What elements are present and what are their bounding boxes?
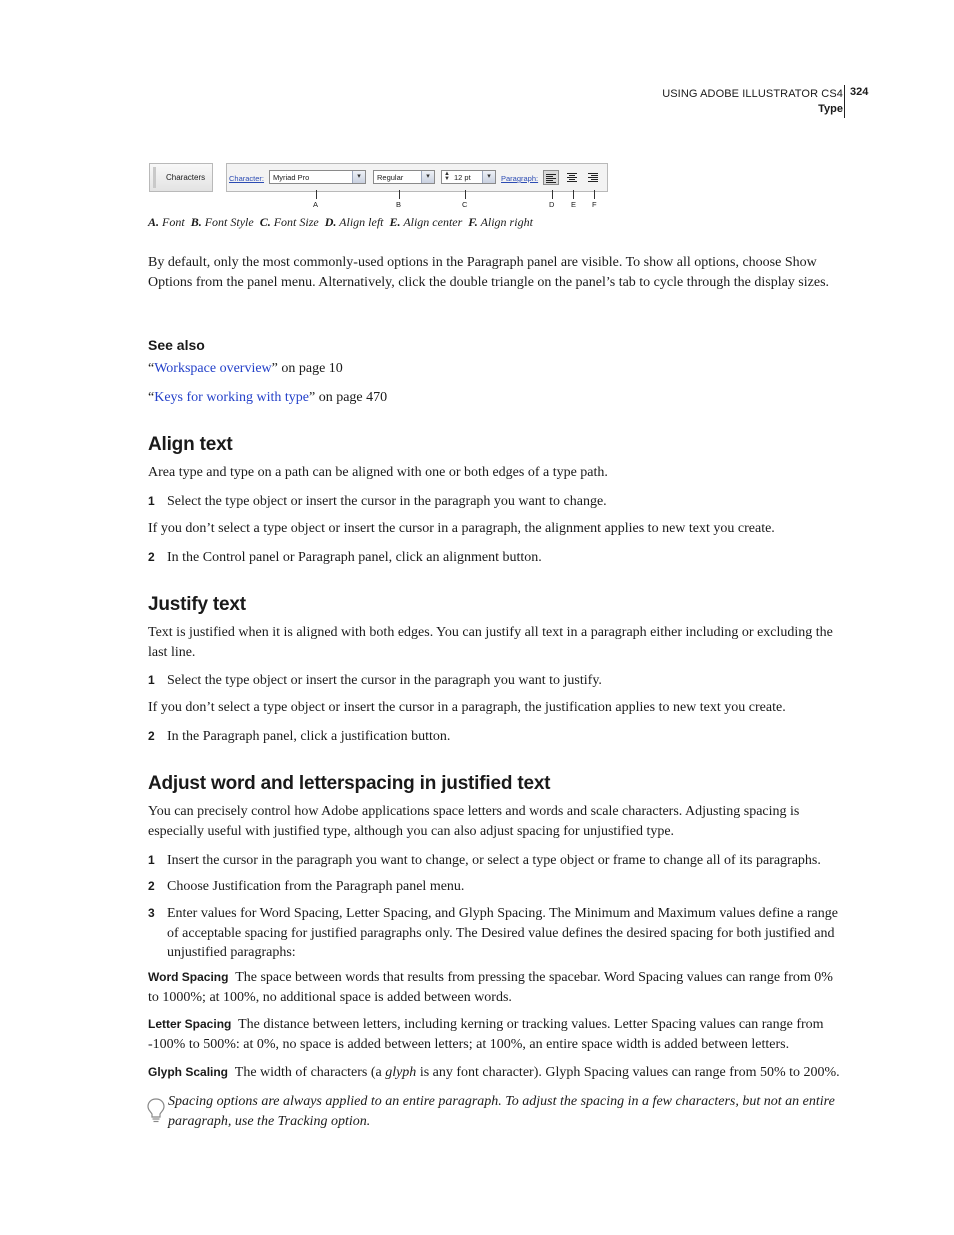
caption-letter: E. bbox=[389, 215, 401, 229]
adjust-spacing-heading: Adjust word and letterspacing in justified text bbox=[148, 773, 551, 794]
figure-caption bbox=[148, 215, 533, 230]
caption-text: Font Style bbox=[204, 215, 254, 229]
callout-line bbox=[316, 190, 317, 199]
panel-grip bbox=[153, 167, 156, 188]
chevron-down-icon[interactable]: ▾ bbox=[482, 171, 495, 183]
definition-word-spacing bbox=[148, 968, 843, 1007]
quote-mark: “ bbox=[148, 361, 155, 376]
step-number: 3 bbox=[148, 906, 155, 920]
characters-button[interactable] bbox=[149, 163, 213, 192]
definition-text: The width of characters (a bbox=[234, 1065, 386, 1080]
step-number: 2 bbox=[148, 879, 155, 893]
caption-letter: A. bbox=[148, 215, 160, 229]
book-title: USING ADOBE ILLUSTRATOR CS4 bbox=[662, 88, 843, 100]
workspace-overview-link[interactable]: Workspace overview bbox=[154, 361, 272, 376]
step-text: Insert the cursor in the paragraph you want to change, or select a type object or frame to change all of its paragraphs. bbox=[167, 853, 821, 868]
see-also-item bbox=[148, 388, 843, 408]
caption-letter: D. bbox=[324, 215, 337, 229]
font-size-field[interactable] bbox=[441, 170, 496, 184]
step-text: Select the type object or insert the cursor in the paragraph you want to justify. bbox=[167, 673, 602, 688]
callout-letter: D bbox=[549, 200, 555, 209]
align-center-button[interactable] bbox=[565, 170, 581, 185]
caption-text: Align right bbox=[480, 215, 533, 229]
step-number: 1 bbox=[148, 673, 155, 687]
chevron-down-icon[interactable]: ▾ bbox=[421, 171, 434, 183]
definition-emphasis: glyph bbox=[385, 1065, 417, 1080]
term-glyph-scaling: Glyph Scaling bbox=[148, 1065, 229, 1079]
definition-glyph-scaling bbox=[148, 1063, 843, 1083]
step-number: 2 bbox=[148, 729, 155, 743]
page-reference: ” on page 470 bbox=[308, 390, 388, 405]
callout-letter: F bbox=[592, 200, 597, 209]
definition-text: is any font character). Glyph Spacing values can range from 50% to 200%. bbox=[416, 1065, 840, 1080]
control-panel-figure bbox=[148, 163, 618, 213]
page-reference: ” on page 10 bbox=[271, 361, 343, 376]
section-title: Type bbox=[818, 103, 843, 115]
step-number: 1 bbox=[148, 853, 155, 867]
callout-letter: C bbox=[462, 200, 468, 209]
callout-letter: E bbox=[571, 200, 577, 209]
character-toolbar bbox=[226, 163, 608, 192]
definition-letter-spacing bbox=[148, 1015, 843, 1054]
step-item bbox=[148, 671, 843, 691]
tip-note: Spacing options are always applied to an entire paragraph. To adjust the spacing in a few characters, but not an entire paragraph, use the Tracking option. bbox=[168, 1094, 835, 1129]
page-number: 324 bbox=[850, 86, 869, 98]
caption-text: Align center bbox=[403, 215, 463, 229]
step-item bbox=[148, 492, 843, 512]
callout-line bbox=[573, 190, 574, 199]
font-size-value: 12 pt bbox=[454, 173, 471, 182]
stepper-arrows-icon[interactable]: ▲ ▼ bbox=[444, 171, 450, 182]
paragraph-link[interactable]: Paragraph: bbox=[501, 174, 539, 183]
step-number: 1 bbox=[148, 494, 155, 508]
character-link[interactable]: Character: bbox=[229, 174, 265, 183]
align-right-button[interactable] bbox=[586, 170, 602, 185]
step-text: Enter values for Word Spacing, Letter Spacing, and Glyph Spacing. The Minimum and Maximum values define a range of acceptable spacing for justified paragraphs only. The Desired value defines the desired spacing for both justified and unjustified paragraphs: bbox=[167, 906, 838, 961]
step-text: In the Control panel or Paragraph panel, click an alignment button. bbox=[167, 550, 542, 565]
justify-note: If you don’t select a type object or insert the cursor in a paragraph, the justification applies to new text you create. bbox=[148, 700, 786, 715]
running-header bbox=[662, 87, 843, 117]
caption-letter: B. bbox=[190, 215, 202, 229]
definition-text: The space between words that results from pressing the spacebar. Word Spacing values can range from 0% to 1000%; at 100%, no additional space is added between words. bbox=[148, 970, 833, 1005]
justify-text-heading: Justify text bbox=[148, 594, 246, 615]
caption-text: Align left bbox=[339, 215, 384, 229]
justify-intro: Text is justified when it is aligned with both edges. You can justify all text in a paragraph either including or excluding the last line. bbox=[148, 625, 833, 660]
chevron-down-icon[interactable]: ▾ bbox=[352, 171, 365, 183]
term-letter-spacing: Letter Spacing bbox=[148, 1017, 232, 1031]
callout-line bbox=[552, 190, 553, 199]
align-note: If you don’t select a type object or insert the cursor in a paragraph, the alignment applies to new text you create. bbox=[148, 521, 775, 536]
header-divider bbox=[844, 85, 845, 118]
step-number: 2 bbox=[148, 550, 155, 564]
intro-paragraph: By default, only the most commonly-used options in the Paragraph panel are visible. To show all options, choose Show Options from the panel menu. Alternatively, click the double triangle on the panel’s tab to cycle through the display sizes. bbox=[148, 255, 830, 290]
step-item bbox=[148, 851, 843, 871]
callout-letter: A bbox=[313, 200, 319, 209]
callout-line bbox=[399, 190, 400, 199]
step-item bbox=[148, 548, 843, 568]
quote-mark: “ bbox=[148, 390, 155, 405]
font-style-select[interactable] bbox=[373, 170, 435, 184]
align-left-button[interactable] bbox=[543, 170, 559, 185]
definition-text: The distance between letters, including kerning or tracking values. Letter Spacing values can range from -100% to 500%: at 0%, no space is added between letters; at 100%, an entire space width is added between letters. bbox=[148, 1017, 824, 1052]
see-also-heading: See also bbox=[148, 337, 205, 353]
step-text: In the Paragraph panel, click a justification button. bbox=[167, 729, 451, 744]
step-text: Choose Justification from the Paragraph panel menu. bbox=[167, 879, 465, 894]
term-word-spacing: Word Spacing bbox=[148, 970, 229, 984]
align-intro: Area type and type on a path can be aligned with one or both edges of a type path. bbox=[148, 465, 608, 480]
caption-text: Font bbox=[162, 215, 185, 229]
lightbulb-icon bbox=[146, 1097, 166, 1125]
see-also-item bbox=[148, 359, 843, 379]
align-text-heading: Align text bbox=[148, 434, 233, 455]
font-value: Myriad Pro bbox=[273, 173, 310, 182]
caption-text: Font Size bbox=[273, 215, 319, 229]
font-select[interactable] bbox=[269, 170, 366, 184]
step-item bbox=[148, 877, 843, 897]
callout-letter: B bbox=[396, 200, 402, 209]
step-item bbox=[148, 727, 843, 747]
keys-for-type-link[interactable]: Keys for working with type bbox=[154, 390, 309, 405]
adjust-intro: You can precisely control how Adobe applications space letters and words and scale characters. Adjusting spacing is especially useful with justified type, although you can also adjust spacing for unjustified type. bbox=[148, 804, 800, 839]
caption-letter: F. bbox=[468, 215, 478, 229]
font-style-value: Regular bbox=[377, 173, 404, 182]
step-text: Select the type object or insert the cursor in the paragraph you want to change. bbox=[167, 494, 607, 509]
step-item bbox=[148, 904, 843, 963]
callout-line bbox=[594, 190, 595, 199]
characters-button-label: Characters bbox=[166, 173, 206, 182]
callout-line bbox=[465, 190, 466, 199]
caption-letter: C. bbox=[259, 215, 271, 229]
